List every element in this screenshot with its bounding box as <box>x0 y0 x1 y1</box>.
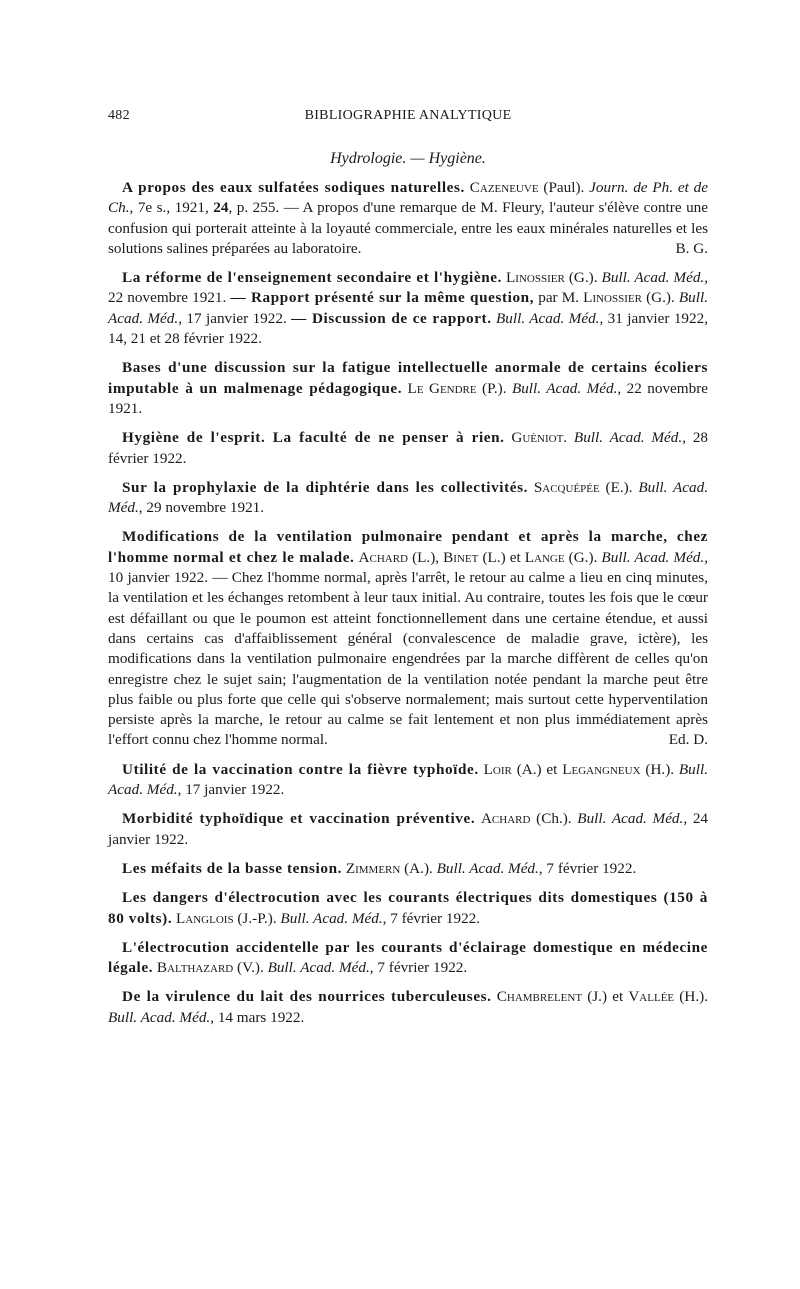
entry-author: Binet <box>443 548 479 566</box>
entry-journal: Bull. Acad. Méd. <box>280 909 383 927</box>
entry-reference: , 22 novembre 1921. <box>108 269 709 307</box>
entry-title: Sur la prophylaxie de la diphtérie dans les collectivités. <box>122 478 529 496</box>
entry-reference: , 31 janvier 1922, 14, 21 et 28 février 1922. <box>108 309 709 348</box>
entry-author: Balthazard <box>156 959 234 977</box>
entry-reference: , 17 janvier 1922. <box>178 309 292 327</box>
entry-reference: , 14 mars 1922. <box>210 1008 305 1026</box>
entry-reference: , 10 janvier 1922. <box>108 548 708 587</box>
entry-title: Bases d'une discussion sur la fatigue intellectuelle anormale de certains écoliers imputable à un malmenage pédagogique. <box>108 359 708 397</box>
entry-reference: , 29 novembre 1921. <box>138 499 265 517</box>
entry-title: A propos des eaux sulfatées sodiques naturelles. <box>122 179 465 196</box>
entry-author-initials: (A.) et <box>511 760 563 778</box>
entry-text: par M. <box>534 289 584 307</box>
entry-title: Morbidité typhoïdique et vaccination préventive. <box>122 810 476 828</box>
entry-reference: , 7 février 1922. <box>369 959 468 977</box>
entry-author-initials: (P.). <box>476 379 512 397</box>
entry-author: Le Gendre <box>407 379 477 397</box>
bibliography-list <box>108 178 708 1037</box>
entry-title: L'électrocution accidentelle par les courants d'éclairage domestique en médecine légale. <box>108 938 708 977</box>
entry-subtitle: — Rapport présenté sur la même question, <box>230 289 535 307</box>
entry-author: Chambrelent <box>496 988 583 1006</box>
entry-journal: Bull. Acad. Méd. <box>573 429 683 447</box>
entry-author: Vallée <box>628 988 675 1006</box>
entry-author: Cazeneuve <box>469 179 539 196</box>
entry-journal: Bull. Acad. Méd. <box>601 269 705 287</box>
bibliography-entry <box>108 938 708 979</box>
entry-journal: Bull. Acad. Méd. <box>511 379 618 397</box>
entry-journal: Bull. Acad. Méd. <box>436 859 539 877</box>
entry-author: Guéniot <box>511 429 564 447</box>
bibliography-entry <box>108 268 708 349</box>
entry-reference-pages: , p. 255. <box>228 199 284 217</box>
bibliography-entry <box>108 428 708 469</box>
entry-title: Utilité de la vaccination contre la fièvre typhoïde. <box>122 760 479 778</box>
bibliography-entry <box>108 888 708 929</box>
entry-abstract: — Chez l'homme normal, après l'arrêt, le retour au calme a lieu en cinq minutes, la ventilation et les échanges retombent à leur taux initial. Au contraire, toutes les fois que le cœur est défaillant ou que le poumon est atteint fonctionnellement dans une certaine étendue, et aussi dans certains cas d'affaiblissement général (convalescence de maladie grave, ictère), les modifications dans la ventilation pulmonaire engendrées par la marche diffèrent de celles qu'on enregistre chez le sujet sain; l'augmentation de la ventilation notée pendant la marche peut être plus faible ou plus forte que celle qui s'observe normalement; mais surtout cette hyperventilation persiste après la marche, le retour au calme se fait lentement et non plus immédiatement après l'effort connu chez l'homme normal. <box>108 569 708 749</box>
entry-title: Modifications de la ventilation pulmonaire pendant et après la marche, chez l'homme normal et chez le malade. <box>108 528 708 566</box>
bibliography-entry <box>108 478 708 519</box>
entry-journal: Bull. Acad. Méd. <box>108 478 708 517</box>
entry-author-initials: (A.). <box>400 859 437 877</box>
entry-subtitle: — Discussion de ce rapport. <box>291 309 492 327</box>
entry-reference: , 7e s., 1921, <box>129 199 214 217</box>
entry-reviewer-initials: Ed. D. <box>668 731 708 749</box>
bibliography-entry <box>108 527 708 750</box>
entry-title: Les méfaits de la basse tension. <box>122 859 343 877</box>
entry-journal: Bull. Acad. Méd. <box>108 760 709 799</box>
entry-author-initials: (E.). <box>599 478 639 496</box>
entry-author-initials: (L.), <box>408 548 444 566</box>
entry-author-initials: (J.-P.). <box>233 909 281 927</box>
entry-author-initials: (J.) et <box>582 988 629 1006</box>
entry-journal: Bull. Acad. Méd. <box>496 309 600 327</box>
bibliography-entry <box>108 358 708 419</box>
entry-author-initials: (G.). <box>564 269 602 287</box>
entry-author-initials: (Ch.). <box>530 810 578 828</box>
entry-author: Achard <box>480 810 531 828</box>
entry-author: Legangneux <box>562 760 641 778</box>
bibliography-entry <box>108 760 708 801</box>
entry-author-initials: . <box>563 429 574 447</box>
entry-author: Linossier <box>583 289 642 307</box>
entry-author-initials: (L.) et <box>478 548 525 566</box>
entry-author-initials: (H.). <box>674 988 708 1006</box>
entry-abstract: — A propos d'une remarque de M. Fleury, l'auteur s'élève contre une confusion qui porterait atteinte à la loyauté commerciale, entre les eaux minérales naturelles et les solutions salines préparées au laboratoire. <box>108 199 708 257</box>
entry-journal: Bull. Acad. Méd. <box>577 810 684 828</box>
bibliography-entry <box>108 859 708 879</box>
entry-author-initials: (Paul). <box>538 179 590 196</box>
entry-reference: , 7 février 1922. <box>382 909 481 927</box>
entry-reference: , 22 novembre 1921. <box>108 379 708 417</box>
bibliography-entry <box>108 178 708 259</box>
running-title: BIBLIOGRAPHIE ANALYTIQUE <box>304 108 512 123</box>
entry-author-initials: (H.). <box>640 760 679 778</box>
entry-title: Les dangers d'électrocution avec les courants électriques dits domestiques (150 à 80 volts). <box>108 889 708 927</box>
entry-author: Zimmern <box>345 859 401 877</box>
entry-author: Achard <box>358 548 409 566</box>
entry-author: Sacquépée <box>533 478 600 496</box>
entry-journal: Bull. Acad. Méd. <box>267 959 370 977</box>
entry-reference: , 24 janvier 1922. <box>108 810 709 848</box>
entry-reference: , 28 février 1922. <box>108 429 709 467</box>
entry-journal: Bull. Acad. Méd. <box>108 289 708 327</box>
entry-author: Lange <box>524 548 565 566</box>
entry-author-initials: (V.). <box>233 959 268 977</box>
bibliography-entry <box>108 809 708 850</box>
entry-title: La réforme de l'enseignement secondaire et l'hygiène. <box>122 269 502 287</box>
entry-reference: , 7 février 1922. <box>538 859 637 877</box>
entry-title: De la virulence du lait des nourrices tuberculeuses. <box>122 988 492 1006</box>
entry-author: Langlois <box>176 909 234 927</box>
bibliography-entry <box>108 987 708 1028</box>
entry-journal: Bull. Acad. Méd. <box>108 1008 211 1026</box>
entry-author-initials: (G.). <box>564 548 602 566</box>
entry-journal: Bull. Acad. Méd. <box>601 548 705 566</box>
entry-author: Loir <box>483 760 512 778</box>
page-number: 482 <box>108 108 130 123</box>
entry-reference: , 17 janvier 1922. <box>177 781 285 799</box>
entry-author-initials: (G.). <box>641 289 679 307</box>
entry-author: Linossier <box>506 269 565 287</box>
entry-reviewer-initials: B. G. <box>675 239 708 257</box>
section-title: Hydrologie. — Hygiène. <box>330 150 486 167</box>
entry-title: Hygiène de l'esprit. La faculté de ne penser à rien. <box>122 429 505 447</box>
entry-journal: Journ. de Ph. et de Ch. <box>108 179 709 217</box>
entry-volume: 24 <box>213 199 229 217</box>
